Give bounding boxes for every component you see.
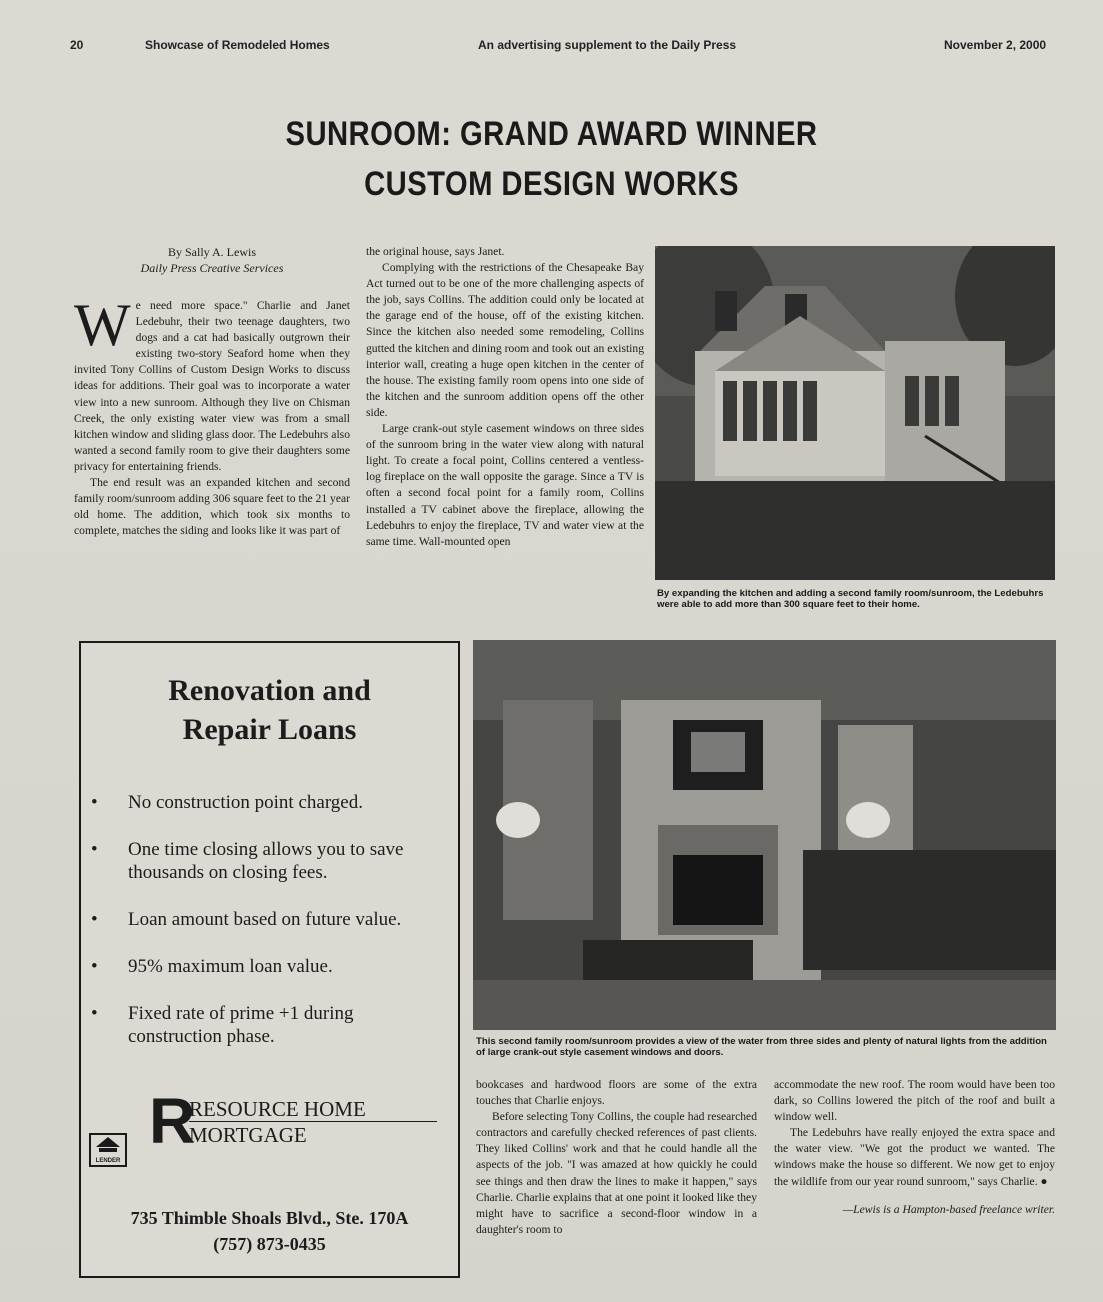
- byline: [74, 244, 350, 276]
- brand-line-1: RESOURCE HOME: [189, 1097, 366, 1121]
- issue-date: November 2, 2000: [944, 38, 1047, 52]
- lender-label: LENDER: [95, 1158, 121, 1164]
- byline-author: By Sally A. Lewis: [167, 245, 256, 259]
- article-paragraph: Before selecting Tony Collins, the couple had researched contractors and carefully checked references of past clients. They liked Collins' work and that he could handle all the aspects of the job. "I was amazed at how quickly he could see things and then draw the lines to make it happen," says Charlie. Charlie explains that at one point it looked like they might have to sacrifice a second-floor window in a daughter's room to: [476, 1110, 757, 1236]
- article-paragraph: bookcases and hardwood floors are some of the extra touches that Charlie enjoys.: [476, 1078, 757, 1108]
- interior-sunroom-photo: [473, 640, 1056, 1030]
- mortgage-advertisement: [79, 641, 460, 1278]
- ad-contact: [81, 1205, 458, 1257]
- ad-address: 735 Thimble Shoals Blvd., Ste. 170A: [130, 1208, 409, 1228]
- drop-cap: W: [74, 292, 131, 358]
- exterior-house-photo: [655, 246, 1055, 580]
- article-paragraph: e need more space." Charlie and Janet Ledebuhr, their two teenage daughters, two dogs and a cat had basically outgrown their existing two-story Seaford home when they invited Tony Collins of Custom Design Works to discuss ideas for additions. Their goal was to incorporate a water view into a new sunroom. Although they live on Chisman Creek, the only existing water view was from a small kitchen window and sliding glass door. The Ledebuhrs also wanted a second family room to give their daughters some privacy for entertaining friends.: [74, 299, 350, 473]
- ad-list-item: • Fixed rate of prime +1 during construction phase.: [91, 1003, 354, 1047]
- article-column-1: [74, 244, 350, 539]
- bullet: •: [91, 792, 98, 813]
- ad-list-item: • 95% maximum loan value.: [91, 956, 333, 977]
- article-column-4: [774, 1077, 1055, 1218]
- ad-benefits-list: [91, 791, 451, 1072]
- end-mark: ●: [1040, 1174, 1048, 1188]
- ad-title-line-2: Repair Loans: [182, 713, 357, 746]
- headline-line-2: CUSTOM DESIGN WORKS: [364, 165, 739, 203]
- supplement-line: An advertising supplement to the Daily Press: [478, 38, 737, 52]
- bullet: •: [91, 956, 98, 977]
- bullet: •: [91, 839, 98, 860]
- article-paragraph: Complying with the restrictions of the Chesapeake Bay Act turned out to be one of the more challenging aspects of the job, says Collins. The addition could only be located at the garage end of the house, off of the existing kitchen. Since the kitchen also needed some remodeling, Collins gutted the kitchen and dining room and took out an existing interior wall, creating a huge open kitchen in the center of the house. The existing family room opens into one side of the kitchen and the sunroom addition opens off the other side.: [366, 261, 644, 419]
- logo-r-mark: R: [149, 1085, 196, 1157]
- byline-org: Daily Press Creative Services: [140, 261, 284, 275]
- resource-home-mortgage-logo: [147, 1085, 447, 1157]
- equal-housing-lender-icon: [89, 1133, 127, 1167]
- bullet: •: [91, 1003, 98, 1024]
- article-paragraph: The end result was an expanded kitchen and second family room/sunroom adding 306 square feet to the 21 year old home. The addition, which took six months to complete, matches the siding and looks like it was part of: [74, 476, 350, 538]
- ad-title: [81, 671, 458, 749]
- brand-line-2: MORTGAGE: [189, 1123, 307, 1147]
- section-name: Showcase of Remodeled Homes: [145, 38, 330, 52]
- ad-list-item: • Loan amount based on future value.: [91, 909, 402, 930]
- brand-rule: [189, 1121, 437, 1122]
- article-column-2: [366, 244, 644, 550]
- page-number: 20: [70, 38, 84, 52]
- bullet: •: [91, 909, 98, 930]
- ad-phone: (757) 873-0435: [213, 1234, 326, 1254]
- article-paragraph: The Ledebuhrs have really enjoyed the extra space and the water view. "We got the product we wanted. The windows make the house so different. We now get to enjoy the wildlife from our year round sunroom," says Charlie.: [774, 1126, 1055, 1188]
- exterior-photo-caption: By expanding the kitchen and adding a second family room/sunroom, the Ledebuhrs were able to add more than 300 square feet to their home.: [657, 588, 1044, 610]
- author-signoff: —Lewis is a Hampton-based freelance writer.: [842, 1202, 1055, 1216]
- ad-list-item: • One time closing allows you to save thousands on closing fees.: [91, 839, 404, 883]
- article-column-3: [476, 1077, 757, 1238]
- ad-title-line-1: Renovation and: [168, 674, 371, 707]
- article-paragraph: the original house, says Janet.: [366, 245, 505, 258]
- article-paragraph: accommodate the new roof. The room would have been too dark, so Collins lowered the pitch of the roof and built a window well.: [774, 1078, 1055, 1124]
- house-illustration: [655, 246, 1055, 580]
- sunroom-illustration: [473, 640, 1056, 1030]
- article-paragraph: Large crank-out style casement windows on three sides of the sunroom bring in the water view along with natural light. To create a focal point, Collins centered a ventless-log fireplace on the wall opposite the garage. Since a TV is often a second focal point for a family room, Collins installed a TV cabinet above the fireplace, allowing the Ledebuhrs to enjoy the fireplace, TV and water view at the same time. Wall-mounted open: [366, 422, 644, 548]
- headline-line-1: SUNROOM: GRAND AWARD WINNER: [285, 115, 818, 153]
- interior-photo-caption: This second family room/sunroom provides a view of the water from three sides and plenty of natural lights from the addition of large crank-out style casement windows and doors.: [476, 1036, 1047, 1058]
- ad-list-item: • No construction point charged.: [91, 792, 363, 813]
